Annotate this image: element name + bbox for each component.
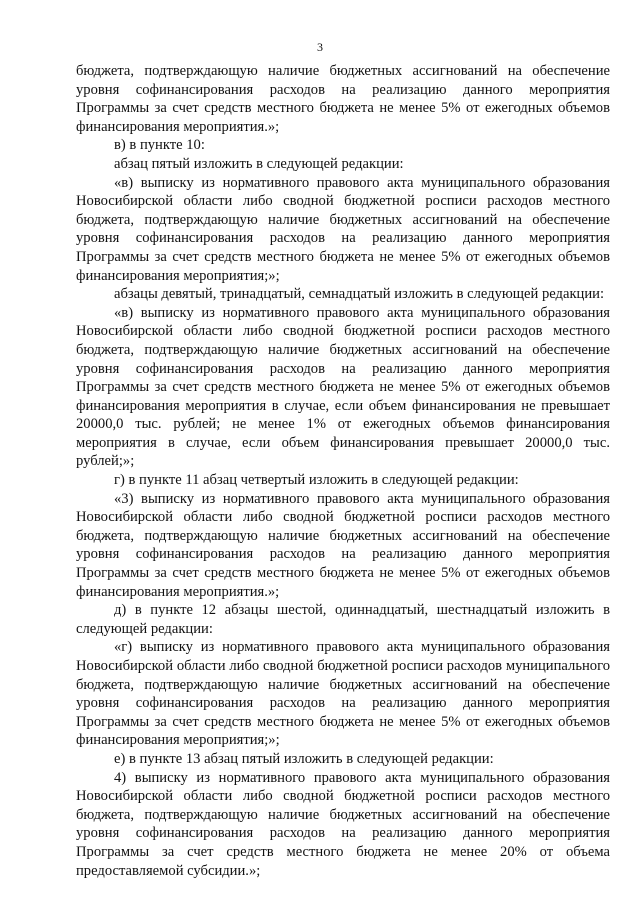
- paragraph-1: бюджета, подтверждающую наличие бюджетных ассигнований на обеспечение уровня софинансирования расходов на реализацию данного мероприятия Программы за счет средств местного бюджета не менее 5% от ежегодных объемов финансирования мероприятия.»;: [76, 63, 610, 135]
- paragraph-2: в) в пункте 10:: [114, 137, 205, 154]
- paragraph-11: е) в пункте 13 абзац пятый изложить в следующей редакции:: [114, 750, 494, 767]
- paragraph-4: «в) выписку из нормативного правового акта муниципального образования Новосибирской области либо сводной бюджетной росписи расходов местного бюджета, подтверждающую наличие бюджетных ассигнований на обеспечение уровня софинансирования расходов на реализацию данного мероприятия Программы за счет средств местного бюджета не менее 5% от ежегодных объемов финансирования мероприятия;»;: [76, 174, 610, 284]
- paragraph-9: д) в пункте 12 абзацы шестой, одиннадцатый, шестнадцатый изложить в следующей редакции:: [76, 602, 610, 637]
- document-body: [76, 62, 610, 880]
- paragraph-10: «г) выписку из нормативного правового акта муниципального образования Новосибирской области либо сводной бюджетной росписи расходов муниципального бюджета, подтверждающую наличие бюджетных ассигнований на обеспечение уровня софинансирования расходов на реализацию данного мероприятия Программы за счет средств местного бюджета не менее 5% от ежегодных объемов финансирования мероприятия;»;: [76, 639, 610, 749]
- paragraph-7: г) в пункте 11 абзац четвертый изложить в следующей редакции:: [114, 472, 519, 489]
- paragraph-3: абзац пятый изложить в следующей редакции:: [114, 155, 404, 172]
- page-number: 3: [317, 40, 323, 54]
- paragraph-8: «3) выписку из нормативного правового акта муниципального образования Новосибирской области либо сводной бюджетной росписи расходов местного бюджета, подтверждающую наличие бюджетных ассигнований на обеспечение уровня софинансирования расходов на реализацию данного мероприятия Программы за счет средств местного бюджета не менее 5% от ежегодных объемов финансирования мероприятия.»;: [76, 490, 610, 600]
- paragraph-12: 4) выписку из нормативного правового акта муниципального образования Новосибирской области либо сводной бюджетной росписи расходов местного бюджета, подтверждающую наличие бюджетных ассигнований на обеспечение уровня софинансирования расходов на реализацию данного мероприятия Программы за счет средств местного бюджета не менее 20% от объема предоставляемой субсидии.»;: [76, 769, 610, 879]
- paragraph-6: «в) выписку из нормативного правового акта муниципального образования Новосибирской области либо сводной бюджетной росписи расходов местного бюджета, подтверждающую наличие бюджетных ассигнований на обеспечение уровня софинансирования расходов на реализацию данного мероприятия Программы за счет средств местного бюджета не менее 5% от ежегодных объемов финансирования мероприятия в случае, если объем финансирования не превышает 20000,0 тыс. рублей; не менее 1% от ежегодных объемов финансирования мероприятия в случае, если объем финансирования превышает 20000,0 тыс. рублей;»;: [76, 304, 610, 470]
- paragraph-5: абзацы девятый, тринадцатый, семнадцатый изложить в следующей редакции:: [114, 286, 605, 303]
